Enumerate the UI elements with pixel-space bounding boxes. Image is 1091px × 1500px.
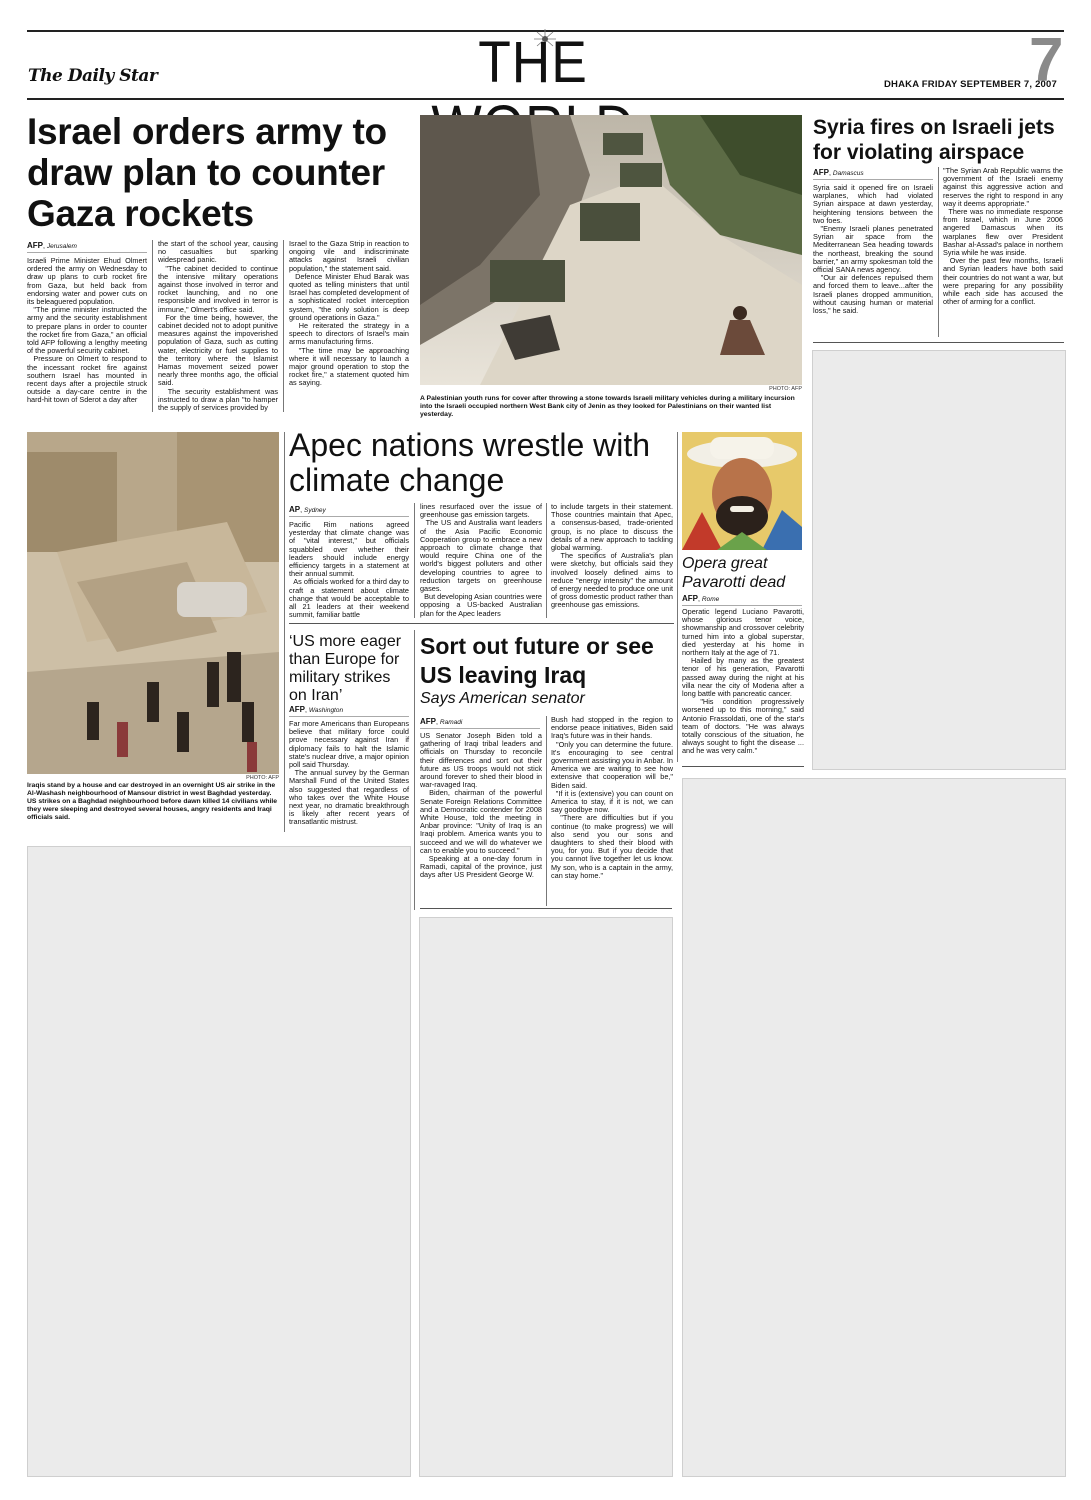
- apec-dateline: AP, Sydney: [289, 505, 326, 514]
- iraq-end-rule: [420, 908, 672, 909]
- syria-place: Damascus: [832, 170, 864, 177]
- col-divider: [546, 716, 547, 906]
- col-divider: [414, 503, 415, 618]
- iraq-dateline: AFP, Ramadi: [420, 717, 463, 726]
- israel-headline: Israel orders army to draw plan to counter Gaza rockets: [27, 111, 387, 234]
- iraq-dateline-rule: [420, 728, 540, 729]
- apec-dateline-rule: [289, 516, 409, 517]
- ad-space-left-bottom: [27, 846, 411, 1477]
- dateline: DHAKA FRIDAY SEPTEMBER 7, 2007: [884, 79, 1058, 90]
- ad-space-center-bottom: [419, 917, 673, 1477]
- iraq-place: Ramadi: [439, 719, 463, 726]
- col-divider: [284, 432, 285, 832]
- paper-name-logo: The Daily Star: [28, 66, 158, 86]
- col-divider: [414, 630, 415, 910]
- iran-dateline: AFP, Washington: [289, 705, 344, 714]
- syria-agency: AFP: [813, 168, 829, 177]
- apec-agency: AP: [289, 505, 301, 514]
- syria-col-2: "The Syrian Arab Republic warns the government of the Israeli enemy against this aggressive action and reserves the right to respond in any way it deems appropriate." There was no immediate response from Israel, which in June 2006 angered Damascus when its warplanes flew over President Bashar al-Assad's palace in northern Syria while he was inside. Over the past few months, Israeli and Syrian leaders have both said their countries do not want a war, but were preparing for any possibility while each side has accused the other of arming for a conflict.: [943, 166, 1063, 307]
- jenin-photo: [420, 115, 802, 385]
- col-divider: [677, 432, 678, 762]
- iran-dateline-rule: [289, 716, 409, 717]
- israel-col-2: the start of the school year, causing no casualties but sparking widespread panic. "The cabinet decided to continue the intensive military operations against those involved in terror and rocket launching, and no one responsible and involved in terror is immune," Olmert's office said. For the time being, however, the cabinet decided not to adopt punitive measures against the impoverished population of Gaza, such as cutting water, electricity or fuel supplies to the territory where the Islamist Hamas movement seized power nearly three months ago, the official said. The security establishment was instructed to draw a plan "to hamper the supply of services provided by: [158, 239, 278, 413]
- iran-agency: AFP: [289, 705, 305, 714]
- col-divider: [546, 503, 547, 618]
- baghdad-photo-caption: Iraqis stand by a house and car destroyed in an overnight US air strike in the Al-Washash neighbourhood of Mansour district in west Baghdad yesterday. US strikes on a Baghdad neighbourhood before dawn killed 14 civilians while they were sleeping and destroyed several houses, angry residents and Iraqi officials said.: [27, 782, 278, 821]
- iran-place: Washington: [308, 707, 344, 714]
- jenin-photo-credit: PHOTO: AFP: [769, 386, 802, 392]
- apec-col-2: lines resurfaced over the issue of greenhouse gas emission targets. The US and Australia want leaders of the Asia Pacific Economic Cooperation group to embrace a new approach to climate change that would require China one of the world's biggest polluters and other developing countries to agree to reduction targets on greenhouse gases. But developing Asian countries were opposing a US-backed Australian plan for the Apec leaders: [420, 502, 542, 618]
- israel-dateline-rule: [27, 252, 147, 253]
- page-number: 7: [1029, 26, 1064, 95]
- pavarotti-headline: Opera great Pavarotti dead: [682, 555, 786, 591]
- apec-end-rule: [289, 623, 674, 624]
- israel-place: Jerusalem: [46, 243, 77, 250]
- israel-col-3: Israel to the Gaza Strip in reaction to ongoing vile and indiscriminate attacks against Israeli civilian population," the statement said. Defence Minister Ehud Barak was quoted as telling ministers that until Israel has completed development of a sophisticated rocket interception system, "the only solution is deep ground operations in Gaza." He reiterated the strategy in a speech to directors of Israel's main arms manufacturing firms. "The time may be approaching where it will necessary to launch a major ground operation to stop the rocket fire," a statement quoted him as saying.: [289, 239, 410, 388]
- col-divider: [938, 167, 939, 337]
- jenin-photo-caption: A Palestinian youth runs for cover after throwing a stone towards Israeli military vehicles during a military incursion into the Israeli occupied northern West Bank city of Jenin as they looked for Palestinians on their wanted list yesterday.: [420, 395, 795, 418]
- iran-headline: ‘US more eager than Europe for military strikes on Iran’: [289, 633, 402, 704]
- israel-agency: AFP: [27, 241, 43, 250]
- iraq-headline: Sort out future or see US leaving Iraq: [420, 633, 654, 688]
- apec-col-3: to include targets in their statement. Those countries maintain that Apec, a consensus-based, trade-oriented group, is no place to discuss the details of a new approach to tackling global warming. The specifics of Australia's plan were sketchy, but officials said they involved loosely defined aims to reduce "energy intensity" the amount of energy needed to produce one unit of gross domestic product rather than greenhouse gas emissions.: [551, 502, 673, 610]
- col-divider: [283, 240, 284, 412]
- pavarotti-photo: [682, 432, 802, 550]
- syria-end-rule: [813, 342, 1064, 343]
- iraq-agency: AFP: [420, 717, 436, 726]
- masthead-rule: [27, 98, 1064, 100]
- apec-headline: Apec nations wrestle with climate change: [289, 427, 651, 498]
- pavarotti-body: Operatic legend Luciano Pavarotti, whose glorious tenor voice, showmanship and crossover celebrity turned him into a global superstar, died yesterday at his home in northern Italy at the age of 71. Hailed by many as the greatest tenor of his generation, Pavarotti passed away during the night at his villa near the city of Modena after a long battle with pancreatic cancer. "His condition progressively worsened up to this morning," said Antonio Frassoldati, one of the star's team of doctors. "He was always totally conscious of the situation, he always sought to fight the disease ... and he was very calm.": [682, 607, 804, 756]
- ad-space-right-mid: [682, 778, 1066, 1477]
- syria-dateline-rule: [813, 179, 933, 180]
- pavarotti-dateline: AFP, Rome: [682, 594, 720, 603]
- israel-dateline: AFP, Jerusalem: [27, 241, 77, 250]
- pavarotti-end-rule: [682, 766, 804, 767]
- israel-col-1: Israeli Prime Minister Ehud Olmert ordered the army on Wednesday to draw up plans to curb rocket fire from Gaza, but held back from endorsing water and power cuts on its beleaguered population. "The prime minister instructed the army and the security establishment to prepare plans in order to counter the rocket fire from Gaza," an official told AFP following a lengthy meeting of the powerful security cabinet. Pressure on Olmert to respond to the incessant rocket fire against southern Israel has mounted in recent days after a projectile struck outside a day-care centre in the hard-hit town of Sderot a day after: [27, 256, 147, 405]
- pavarotti-place: Rome: [701, 596, 720, 603]
- apec-place: Sydney: [304, 507, 326, 514]
- baghdad-photo-credit: PHOTO: AFP: [246, 775, 279, 781]
- ad-space-right-top: [812, 350, 1066, 770]
- pavarotti-dateline-rule: [682, 605, 802, 606]
- syria-col-1: Syria said it opened fire on Israeli warplanes, which had violated Syrian airspace at dawn yesterday, heightening tensions between the two foes. "Enemy Israeli planes penetrated Syrian air space from the Mediterranean Sea heading towards the northeast, breaking the sound barrier," an army spokesman told the official SANA news agency. "Our air defences repulsed them and forced them to leave...after the Israeli planes dropped ammunition, without causing human or material loss," he said.: [813, 183, 933, 316]
- section-title: THE: [478, 30, 588, 95]
- baghdad-photo: [27, 432, 279, 774]
- iraq-subhead: Says American senator: [420, 690, 585, 707]
- iraq-col-2: Bush had stopped in the region to endorse peace initiatives, Biden said Iraq's future was in their hands. "Only you can determine the future. It's encouraging to see central government assisting you in Anbar. In America we are waiting to see how extensive that cooperation will be," Biden said. "If it is (extensive) you can count on America to stay, if it is not, we can say goodbye now. "There are difficulties but if you continue (to make progress) we will also send you our sons and daughters to shed their blood with you, for you. But if you decide that you cannot live together let us know. My son, who is a captain in the army, can stay home.": [551, 715, 674, 880]
- iraq-col-1: US Senator Joseph Biden told a gathering of Iraqi tribal leaders and officials on Thursday to reconcile their differences and sort out their future as US troops would not stick around forever to shed their blood in war-ravaged Iraq. Biden, chairman of the powerful Senate Foreign Relations Committee and a Democratic contender for 2008 White House, told the meeting in Anbar province: "Unity of Iraq is an Iraqi problem. America wants you to succeed and we will do whatever we can to enable you to succeed." Speaking at a one-day forum in Ramadi, capital of the province, just days after US President George W.: [420, 731, 542, 880]
- syria-headline: Syria fires on Israeli jets for violating airspace: [813, 116, 1055, 164]
- syria-dateline: AFP, Damascus: [813, 168, 864, 177]
- iran-body: Far more Americans than Europeans believe that military force could prove necessary against Iran if diplomacy fails to halt the Islamic state's nuclear drive, a major opinion poll said Thursday. The annual survey by the German Marshall Fund of the United States also suggested that regardless of who takes over the White House next year, no dramatic breakthrough is likely after recent years of transatlantic mistrust.: [289, 719, 410, 827]
- pavarotti-agency: AFP: [682, 594, 698, 603]
- apec-col-1: Pacific Rim nations agreed yesterday that climate change was of "vital interest," but officials squabbled over whether their leaders should include energy efficiency targets in a statement at their annual summit. As officials worked for a third day to craft a statement about climate change that would be acceptable to all 21 leaders at their weekend summit, familiar battle: [289, 520, 409, 620]
- col-divider: [152, 240, 153, 412]
